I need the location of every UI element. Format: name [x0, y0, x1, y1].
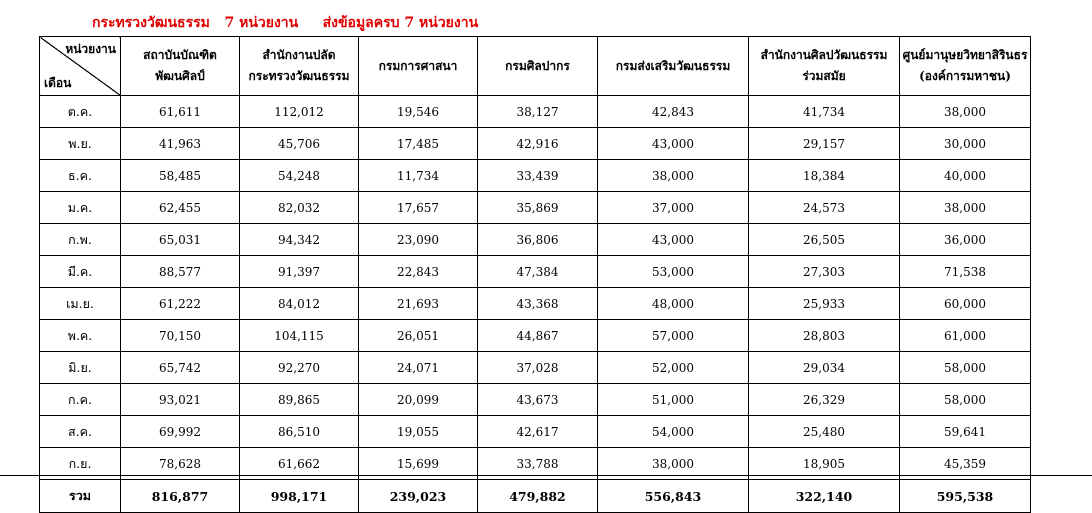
value-cell: 21,693 [359, 288, 478, 320]
value-cell: 43,000 [598, 224, 749, 256]
value-cell: 20,099 [359, 384, 478, 416]
value-cell: 33,788 [478, 448, 598, 480]
header-line-1: กรมส่งเสริมวัฒนธรรม [615, 58, 731, 73]
value-cell: 58,485 [121, 160, 240, 192]
value-cell: 38,000 [900, 96, 1031, 128]
header-line-1: กรมศิลปากร [505, 58, 570, 73]
value-cell: 94,342 [240, 224, 359, 256]
table-row [40, 256, 1031, 288]
table-row [40, 288, 1031, 320]
value-cell: 27,303 [749, 256, 900, 288]
month-cell: ก.พ. [40, 224, 121, 256]
value-cell: 22,843 [359, 256, 478, 288]
value-cell: 78,628 [121, 448, 240, 480]
value-cell: 24,573 [749, 192, 900, 224]
value-cell: 88,577 [121, 256, 240, 288]
value-cell: 35,869 [478, 192, 598, 224]
total-label-cell: รวม [40, 480, 121, 513]
month-cell: ม.ค. [40, 192, 121, 224]
header-line-2: พัฒนศิลป์ [155, 69, 205, 83]
value-cell: 45,359 [900, 448, 1031, 480]
table-body [40, 96, 1031, 480]
value-cell: 82,032 [240, 192, 359, 224]
value-cell: 26,505 [749, 224, 900, 256]
header-cell-religious-affairs [359, 37, 478, 96]
total-row [40, 480, 1031, 513]
bottom-divider [0, 475, 1092, 476]
value-cell: 65,031 [121, 224, 240, 256]
value-cell: 36,000 [900, 224, 1031, 256]
month-cell: ก.ย. [40, 448, 121, 480]
header-line-2: กระทรวงวัฒนธรรม [248, 69, 350, 83]
value-cell: 29,157 [749, 128, 900, 160]
value-cell: 62,455 [121, 192, 240, 224]
month-cell: เม.ย. [40, 288, 121, 320]
value-cell: 23,090 [359, 224, 478, 256]
month-cell: พ.ย. [40, 128, 121, 160]
value-cell: 38,000 [598, 448, 749, 480]
value-cell: 69,992 [121, 416, 240, 448]
total-cell: 816,877 [121, 480, 240, 513]
value-cell: 17,485 [359, 128, 478, 160]
value-cell: 44,867 [478, 320, 598, 352]
agency-axis-label: หน่วยงาน [65, 42, 116, 56]
table-row [40, 352, 1031, 384]
value-cell: 91,397 [240, 256, 359, 288]
header-line-1: สำนักงานศิลปวัฒนธรรม [760, 48, 888, 62]
value-cell: 59,641 [900, 416, 1031, 448]
value-cell: 43,000 [598, 128, 749, 160]
month-cell: ธ.ค. [40, 160, 121, 192]
value-cell: 17,657 [359, 192, 478, 224]
header-cell-contemporary-art [749, 37, 900, 96]
table-row [40, 224, 1031, 256]
value-cell: 51,000 [598, 384, 749, 416]
header-cell-anthropology-centre [900, 37, 1031, 96]
value-cell: 25,933 [749, 288, 900, 320]
table-row [40, 96, 1031, 128]
value-cell: 58,000 [900, 384, 1031, 416]
header-line-1: ศูนย์มานุษยวิทยาสิรินธร [902, 48, 1028, 62]
month-cell: มี.ค. [40, 256, 121, 288]
value-cell: 26,051 [359, 320, 478, 352]
value-cell: 71,538 [900, 256, 1031, 288]
header-cell-permanent-secretary [240, 37, 359, 96]
value-cell: 53,000 [598, 256, 749, 288]
table-row [40, 320, 1031, 352]
value-cell: 24,071 [359, 352, 478, 384]
value-cell: 60,000 [900, 288, 1031, 320]
header-line-2: ร่วมสมัย [802, 69, 846, 83]
header-cell-cultural-promotion [598, 37, 749, 96]
table-header [40, 37, 1031, 96]
value-cell: 52,000 [598, 352, 749, 384]
table-row [40, 384, 1031, 416]
value-cell: 37,000 [598, 192, 749, 224]
value-cell: 42,843 [598, 96, 749, 128]
value-cell: 38,127 [478, 96, 598, 128]
value-cell: 28,803 [749, 320, 900, 352]
month-cell: ส.ค. [40, 416, 121, 448]
value-cell: 42,916 [478, 128, 598, 160]
header-row [40, 37, 1031, 96]
value-cell: 41,963 [121, 128, 240, 160]
value-cell: 47,384 [478, 256, 598, 288]
table-footer [40, 480, 1031, 513]
value-cell: 86,510 [240, 416, 359, 448]
table-row [40, 416, 1031, 448]
value-cell: 40,000 [900, 160, 1031, 192]
month-cell: พ.ค. [40, 320, 121, 352]
value-cell: 93,021 [121, 384, 240, 416]
total-cell: 556,843 [598, 480, 749, 513]
month-axis-label: เดือน [44, 76, 72, 90]
month-cell: ก.ค. [40, 384, 121, 416]
value-cell: 42,617 [478, 416, 598, 448]
table-row [40, 192, 1031, 224]
value-cell: 41,734 [749, 96, 900, 128]
value-cell: 29,034 [749, 352, 900, 384]
value-cell: 36,806 [478, 224, 598, 256]
total-cell: 239,023 [359, 480, 478, 513]
value-cell: 54,000 [598, 416, 749, 448]
value-cell: 61,611 [121, 96, 240, 128]
header-line-1: สถาบันบัณฑิต [143, 48, 217, 62]
value-cell: 37,028 [478, 352, 598, 384]
page-title: กระทรวงวัฒนธรรม 7 หน่วยงาน ส่งข้อมูลครบ 7 หน่วยงาน [92, 15, 479, 31]
value-cell: 57,000 [598, 320, 749, 352]
value-cell: 43,368 [478, 288, 598, 320]
value-cell: 19,546 [359, 96, 478, 128]
value-cell: 38,000 [598, 160, 749, 192]
value-cell: 65,742 [121, 352, 240, 384]
value-cell: 112,012 [240, 96, 359, 128]
value-cell: 84,012 [240, 288, 359, 320]
value-cell: 89,865 [240, 384, 359, 416]
value-cell: 11,734 [359, 160, 478, 192]
header-line-2: (องค์การมหาชน) [919, 69, 1011, 83]
value-cell: 61,000 [900, 320, 1031, 352]
value-cell: 38,000 [900, 192, 1031, 224]
header-cell-bunditpatanasilpa [121, 37, 240, 96]
header-line-1: กรมการศาสนา [378, 58, 458, 73]
data-table [39, 36, 1031, 513]
header-line-1: สำนักงานปลัด [262, 48, 336, 62]
value-cell: 26,329 [749, 384, 900, 416]
value-cell: 61,662 [240, 448, 359, 480]
header-cell-fine-arts [478, 37, 598, 96]
value-cell: 43,673 [478, 384, 598, 416]
total-cell: 479,882 [478, 480, 598, 513]
month-cell: มิ.ย. [40, 352, 121, 384]
value-cell: 33,439 [478, 160, 598, 192]
total-cell: 998,171 [240, 480, 359, 513]
data-table-container [39, 36, 1031, 513]
value-cell: 30,000 [900, 128, 1031, 160]
corner-header-cell [40, 37, 121, 96]
total-cell: 595,538 [900, 480, 1031, 513]
value-cell: 92,270 [240, 352, 359, 384]
total-cell: 322,140 [749, 480, 900, 513]
value-cell: 70,150 [121, 320, 240, 352]
value-cell: 18,384 [749, 160, 900, 192]
table-row [40, 128, 1031, 160]
value-cell: 61,222 [121, 288, 240, 320]
value-cell: 58,000 [900, 352, 1031, 384]
value-cell: 18,905 [749, 448, 900, 480]
value-cell: 45,706 [240, 128, 359, 160]
value-cell: 19,055 [359, 416, 478, 448]
value-cell: 15,699 [359, 448, 478, 480]
value-cell: 104,115 [240, 320, 359, 352]
value-cell: 25,480 [749, 416, 900, 448]
table-row [40, 160, 1031, 192]
month-cell: ต.ค. [40, 96, 121, 128]
value-cell: 48,000 [598, 288, 749, 320]
value-cell: 54,248 [240, 160, 359, 192]
